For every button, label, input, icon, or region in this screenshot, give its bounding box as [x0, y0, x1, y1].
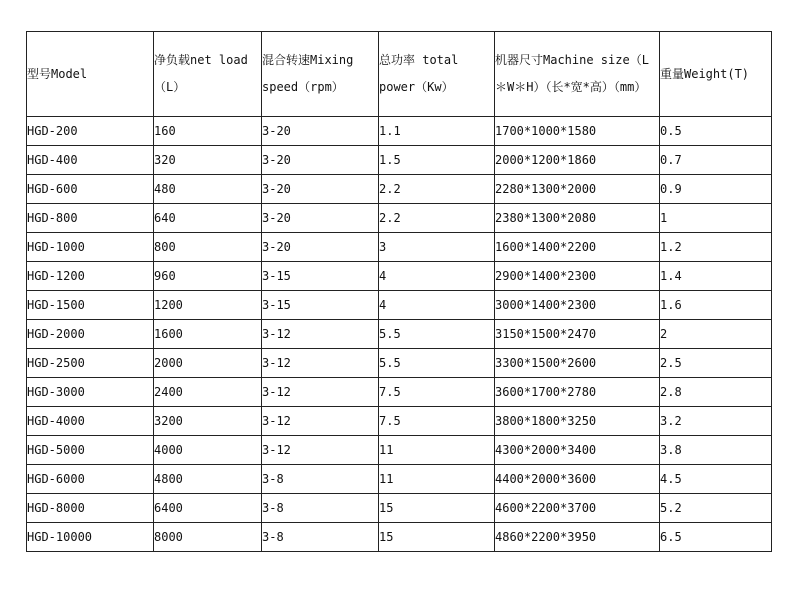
header-total-power: 总功率 total power（Kw）	[379, 32, 495, 117]
cell-mixing-speed: 3-8	[262, 523, 379, 552]
cell-machine-size: 4400*2000*3600	[495, 465, 660, 494]
cell-model: HGD-2000	[27, 320, 154, 349]
cell-net-load: 960	[154, 262, 262, 291]
cell-model: HGD-2500	[27, 349, 154, 378]
specifications-table	[26, 31, 772, 552]
cell-mixing-speed: 3-12	[262, 349, 379, 378]
cell-mixing-speed: 3-15	[262, 291, 379, 320]
cell-net-load: 3200	[154, 407, 262, 436]
cell-weight: 1.6	[660, 291, 772, 320]
cell-net-load: 6400	[154, 494, 262, 523]
cell-total-power: 5.5	[379, 349, 495, 378]
header-weight: 重量Weight(T)	[660, 32, 772, 117]
cell-total-power: 1.5	[379, 146, 495, 175]
table-row	[27, 146, 772, 175]
cell-net-load: 1600	[154, 320, 262, 349]
cell-total-power: 2.2	[379, 204, 495, 233]
cell-mixing-speed: 3-15	[262, 262, 379, 291]
table-row	[27, 320, 772, 349]
cell-total-power: 2.2	[379, 175, 495, 204]
cell-machine-size: 4300*2000*3400	[495, 436, 660, 465]
cell-mixing-speed: 3-12	[262, 407, 379, 436]
cell-net-load: 2400	[154, 378, 262, 407]
cell-model: HGD-8000	[27, 494, 154, 523]
table-row	[27, 465, 772, 494]
cell-weight: 2	[660, 320, 772, 349]
cell-machine-size: 4860*2200*3950	[495, 523, 660, 552]
cell-mixing-speed: 3-12	[262, 320, 379, 349]
header-net-load: 净负载net load（L）	[154, 32, 262, 117]
table-header	[27, 32, 772, 117]
table-row	[27, 262, 772, 291]
cell-net-load: 480	[154, 175, 262, 204]
cell-model: HGD-600	[27, 175, 154, 204]
table-row	[27, 233, 772, 262]
cell-machine-size: 1600*1400*2200	[495, 233, 660, 262]
cell-total-power: 3	[379, 233, 495, 262]
cell-weight: 1.2	[660, 233, 772, 262]
cell-weight: 5.2	[660, 494, 772, 523]
cell-net-load: 800	[154, 233, 262, 262]
cell-weight: 2.5	[660, 349, 772, 378]
cell-weight: 0.7	[660, 146, 772, 175]
cell-weight: 2.8	[660, 378, 772, 407]
table-row	[27, 291, 772, 320]
header-row	[27, 32, 772, 117]
cell-mixing-speed: 3-8	[262, 465, 379, 494]
header-model: 型号Model	[27, 32, 154, 117]
cell-mixing-speed: 3-20	[262, 175, 379, 204]
cell-mixing-speed: 3-12	[262, 378, 379, 407]
table-row	[27, 494, 772, 523]
cell-total-power: 15	[379, 523, 495, 552]
header-machine-size: 机器尺寸Machine size（L＊W＊H）（长*宽*高）（mm）	[495, 32, 660, 117]
cell-total-power: 4	[379, 291, 495, 320]
cell-model: HGD-4000	[27, 407, 154, 436]
cell-machine-size: 4600*2200*3700	[495, 494, 660, 523]
cell-net-load: 4800	[154, 465, 262, 494]
cell-machine-size: 2000*1200*1860	[495, 146, 660, 175]
table-row	[27, 349, 772, 378]
cell-weight: 0.9	[660, 175, 772, 204]
cell-weight: 1.4	[660, 262, 772, 291]
cell-net-load: 1200	[154, 291, 262, 320]
cell-net-load: 640	[154, 204, 262, 233]
cell-machine-size: 3800*1800*3250	[495, 407, 660, 436]
cell-total-power: 7.5	[379, 407, 495, 436]
cell-model: HGD-200	[27, 117, 154, 146]
cell-machine-size: 3150*1500*2470	[495, 320, 660, 349]
table-row	[27, 436, 772, 465]
table-row	[27, 407, 772, 436]
cell-net-load: 160	[154, 117, 262, 146]
cell-machine-size: 3300*1500*2600	[495, 349, 660, 378]
cell-mixing-speed: 3-20	[262, 233, 379, 262]
cell-total-power: 11	[379, 436, 495, 465]
cell-total-power: 4	[379, 262, 495, 291]
table-row	[27, 378, 772, 407]
cell-total-power: 1.1	[379, 117, 495, 146]
cell-total-power: 7.5	[379, 378, 495, 407]
cell-machine-size: 3000*1400*2300	[495, 291, 660, 320]
cell-machine-size: 2280*1300*2000	[495, 175, 660, 204]
cell-model: HGD-800	[27, 204, 154, 233]
cell-weight: 0.5	[660, 117, 772, 146]
cell-total-power: 15	[379, 494, 495, 523]
cell-net-load: 2000	[154, 349, 262, 378]
table-row	[27, 204, 772, 233]
cell-weight: 6.5	[660, 523, 772, 552]
cell-model: HGD-10000	[27, 523, 154, 552]
cell-weight: 3.2	[660, 407, 772, 436]
cell-machine-size: 2900*1400*2300	[495, 262, 660, 291]
cell-mixing-speed: 3-20	[262, 204, 379, 233]
cell-mixing-speed: 3-8	[262, 494, 379, 523]
cell-net-load: 320	[154, 146, 262, 175]
cell-weight: 4.5	[660, 465, 772, 494]
cell-machine-size: 1700*1000*1580	[495, 117, 660, 146]
cell-model: HGD-5000	[27, 436, 154, 465]
cell-net-load: 8000	[154, 523, 262, 552]
cell-mixing-speed: 3-12	[262, 436, 379, 465]
cell-weight: 3.8	[660, 436, 772, 465]
cell-model: HGD-3000	[27, 378, 154, 407]
cell-model: HGD-1500	[27, 291, 154, 320]
cell-machine-size: 2380*1300*2080	[495, 204, 660, 233]
cell-total-power: 11	[379, 465, 495, 494]
table-body	[27, 117, 772, 552]
cell-model: HGD-400	[27, 146, 154, 175]
cell-mixing-speed: 3-20	[262, 117, 379, 146]
table-row	[27, 175, 772, 204]
cell-net-load: 4000	[154, 436, 262, 465]
cell-weight: 1	[660, 204, 772, 233]
cell-model: HGD-6000	[27, 465, 154, 494]
cell-total-power: 5.5	[379, 320, 495, 349]
table-row	[27, 523, 772, 552]
cell-model: HGD-1200	[27, 262, 154, 291]
table-row	[27, 117, 772, 146]
header-mixing-speed: 混合转速Mixing speed（rpm）	[262, 32, 379, 117]
cell-model: HGD-1000	[27, 233, 154, 262]
cell-machine-size: 3600*1700*2780	[495, 378, 660, 407]
cell-mixing-speed: 3-20	[262, 146, 379, 175]
